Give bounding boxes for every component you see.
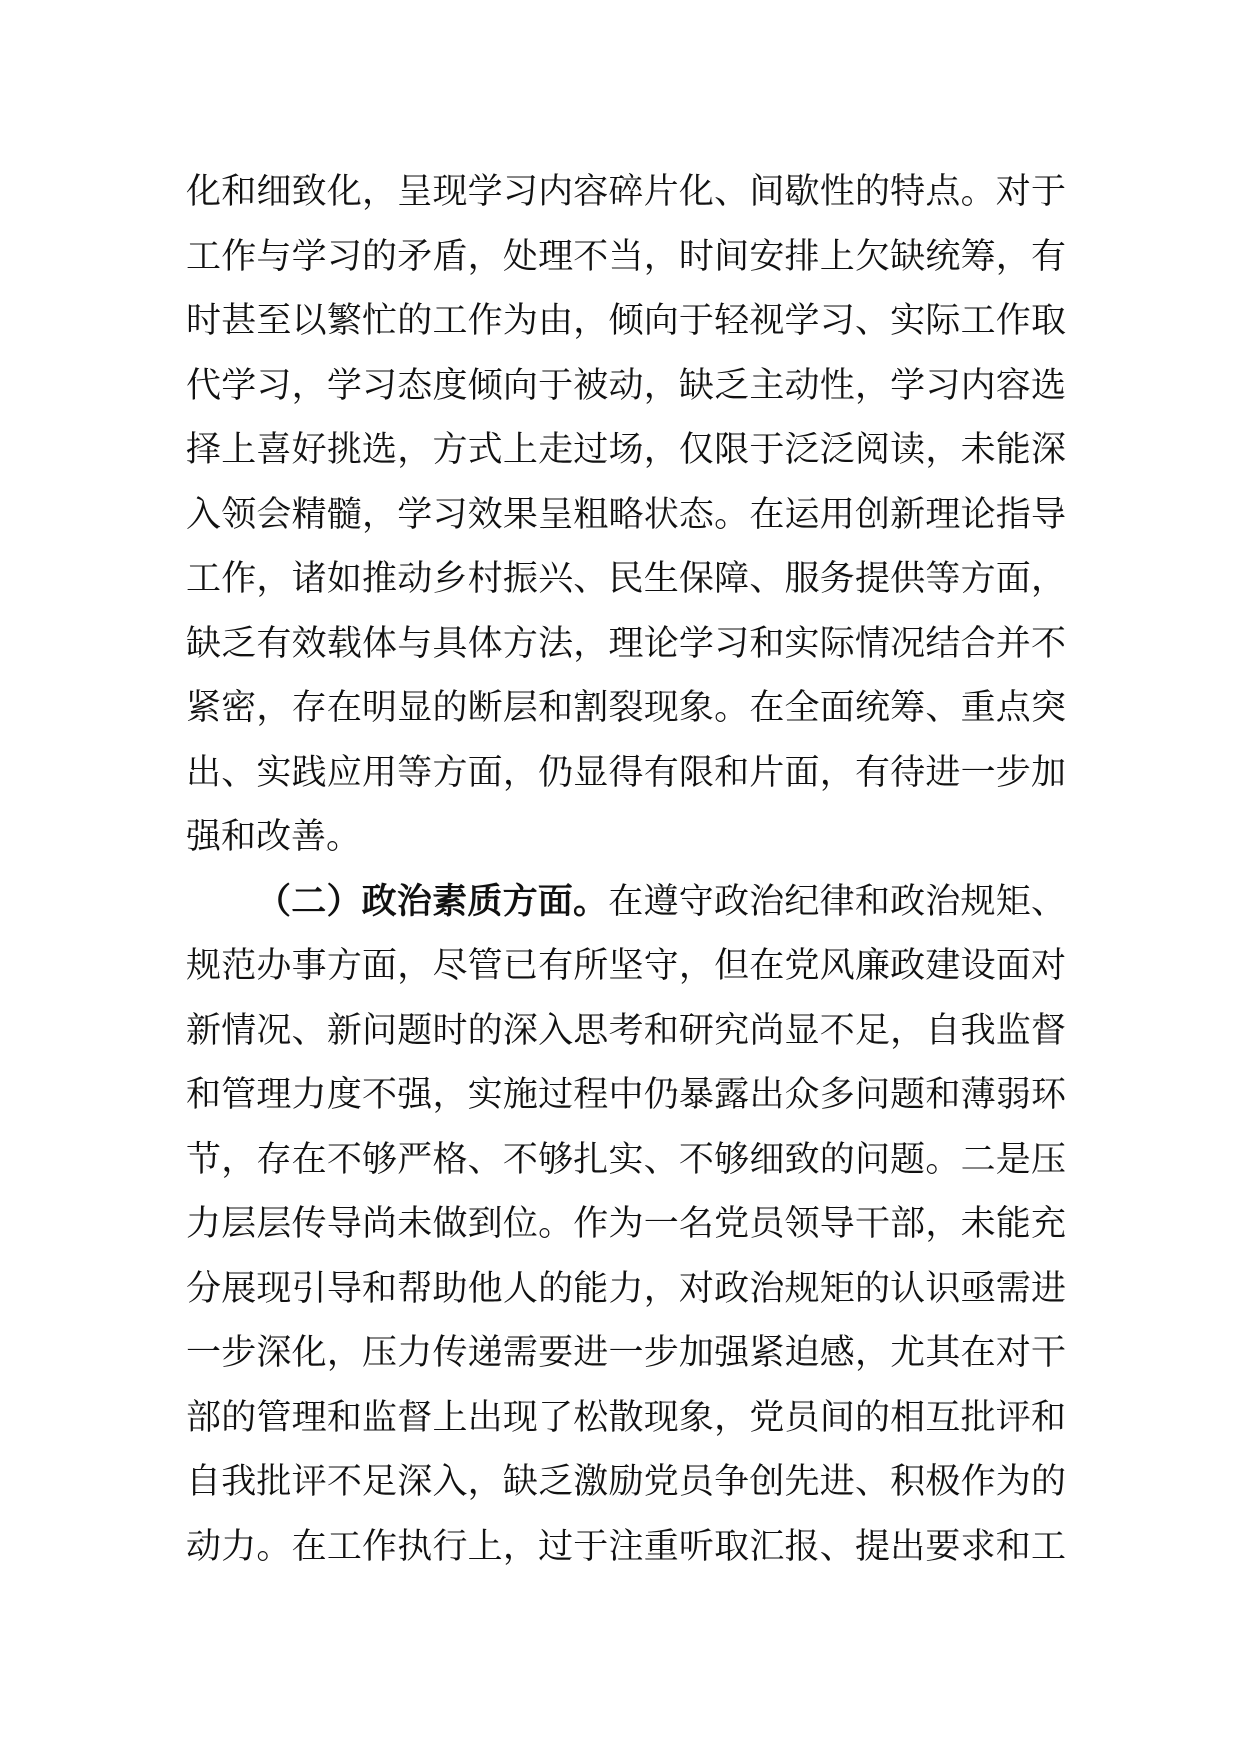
- text-line: 一步深化，压力传递需要进一步加强紧迫感，尤其在对干: [186, 1333, 1066, 1373]
- text-line: 缺乏有效载体与具体方法，理论学习和实际情况结合并不: [186, 623, 1066, 664]
- text-line: 动力。在工作执行上，过于注重听取汇报、提出要求和工: [186, 1526, 1066, 1567]
- section-heading: （二）政治素质方面。: [256, 881, 609, 922]
- text-line: 化和细致化，呈现学习内容碎片化、间歇性的特点。对于: [186, 172, 1066, 212]
- text-line: 工作，诸如推动乡村振兴、民生保障、服务提供等方面，: [186, 559, 1066, 599]
- text-line: 自我批评不足深入，缺乏激励党员争创先进、积极作为的: [186, 1462, 1066, 1502]
- text-line: 入领会精髓，学习效果呈粗略状态。在运用创新理论指导: [186, 494, 1066, 535]
- text-line: 新情况、新问题时的深入思考和研究尚显不足，自我监督: [186, 1010, 1066, 1051]
- text-line: 时甚至以繁忙的工作为由，倾向于轻视学习、实际工作取: [186, 301, 1066, 341]
- text-line: 紧密，存在明显的断层和割裂现象。在全面统筹、重点突: [186, 688, 1066, 728]
- text-line: 分展现引导和帮助他人的能力，对政治规矩的认识亟需进: [186, 1268, 1066, 1309]
- text-line: 出、实践应用等方面，仍显得有限和片面，有待进一步加: [186, 752, 1066, 793]
- text-line: 节，存在不够严格、不够扎实、不够细致的问题。二是压: [186, 1139, 1066, 1180]
- text-line: 部的管理和监督上出现了松散现象，党员间的相互批评和: [186, 1397, 1066, 1438]
- text-line: 代学习，学习态度倾向于被动，缺乏主动性，学习内容选: [186, 365, 1066, 406]
- section-first-line: [186, 870, 1066, 935]
- text-line: 和管理力度不强，实施过程中仍暴露出众多问题和薄弱环: [186, 1075, 1066, 1115]
- body-text: [186, 160, 1066, 1579]
- section-first-line-text: 在遵守政治纪律和政治规矩、: [608, 881, 1066, 922]
- text-line: 工作与学习的矛盾，处理不当，时间安排上欠缺统筹，有: [186, 236, 1066, 277]
- text-line: 强和改善。: [186, 817, 362, 857]
- text-line: 规范办事方面，尽管已有所坚守，但在党风廉政建设面对: [186, 946, 1066, 986]
- text-line: 力层层传导尚未做到位。作为一名党员领导干部，未能充: [186, 1204, 1066, 1244]
- text-line: 择上喜好挑选，方式上走过场，仅限于泛泛阅读，未能深: [186, 430, 1066, 470]
